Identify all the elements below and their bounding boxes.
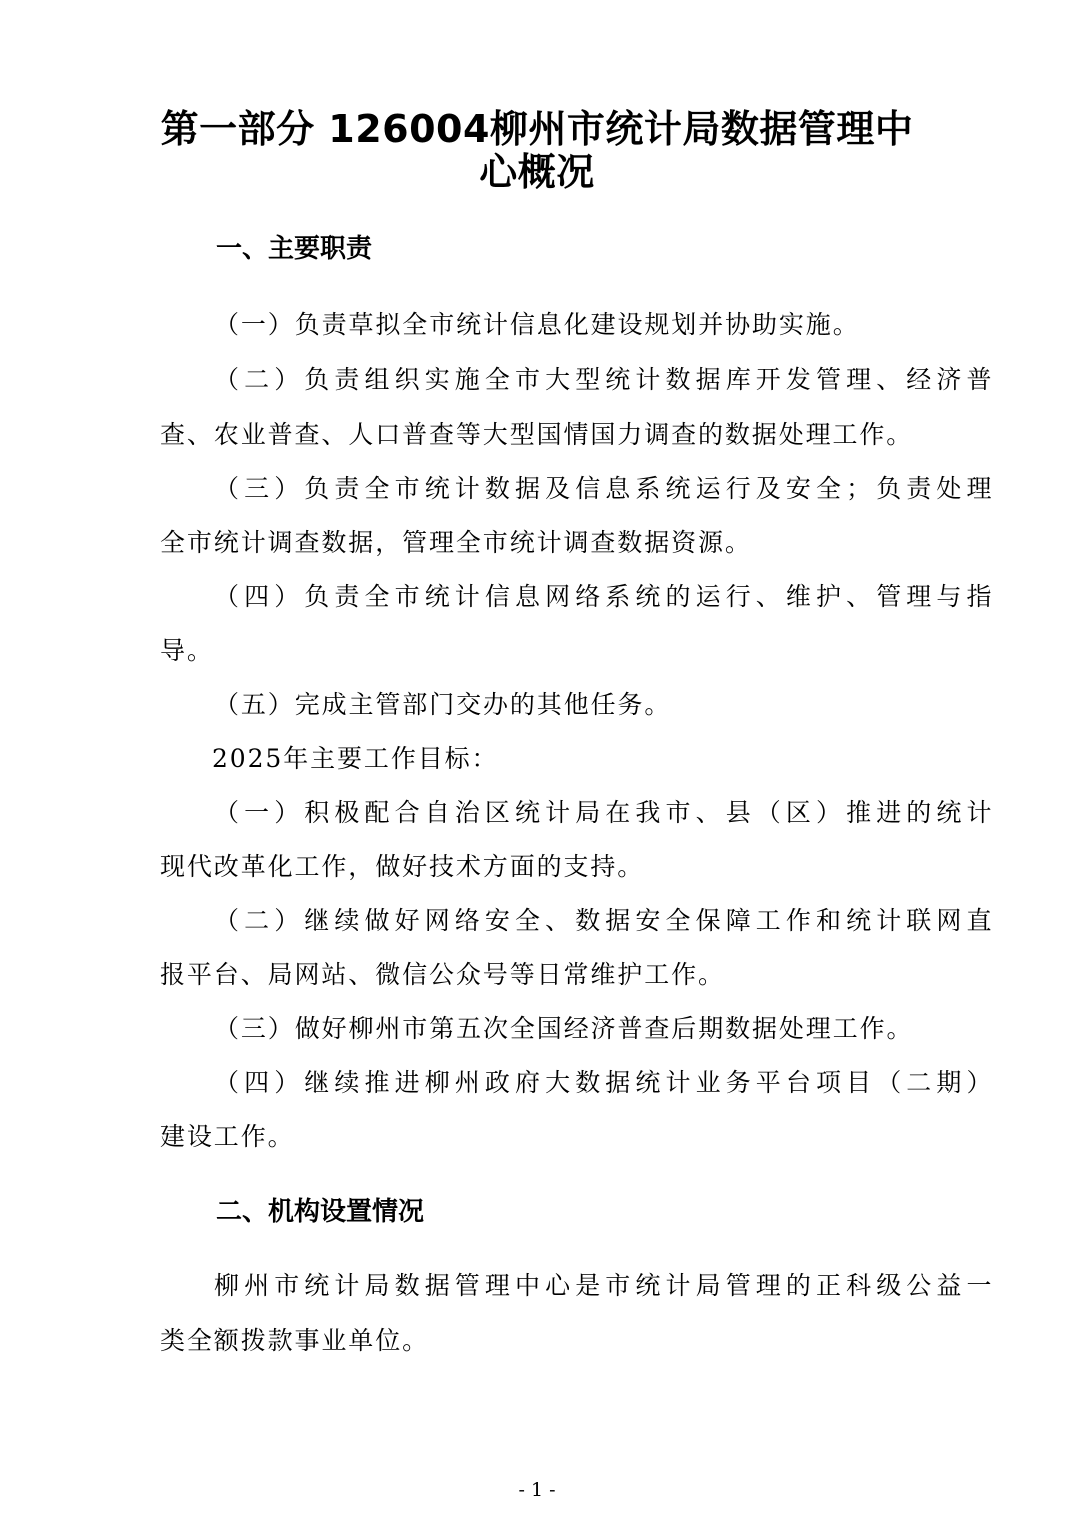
goal-item-2-line-2: 报平台、局网站、微信公众号等日常维护工作。: [160, 960, 725, 989]
duty-item-5: （五）完成主管部门交办的其他任务。: [214, 690, 672, 719]
duty-item-3-line-2: 全市统计调查数据，管理全市统计调查数据资源。: [160, 528, 752, 557]
goal-item-4-line-2: 建设工作。: [160, 1122, 295, 1151]
page-title-line-2: 心概况: [479, 150, 595, 194]
goals-label: 2025年主要工作目标：: [212, 744, 499, 773]
goal-item-4-line-1: （四）继续推进柳州政府大数据统计业务平台项目（二期）: [214, 1068, 997, 1097]
goal-item-3: （三）做好柳州市第五次全国经济普查后期数据处理工作。: [214, 1014, 914, 1043]
duty-item-4-line-1: （四）负责全市统计信息网络系统的运行、维护、管理与指: [214, 582, 997, 611]
section-heading-duties: 一、主要职责: [216, 234, 373, 264]
goal-item-1-line-2: 现代改革化工作，做好技术方面的支持。: [160, 852, 645, 881]
page-number: - 1 -: [518, 1479, 556, 1501]
goal-item-1-line-1: （一）积极配合自治区统计局在我市、县（区）推进的统计: [214, 798, 997, 827]
organization-text-line-1: 柳州市统计局数据管理中心是市统计局管理的正科级公益一: [214, 1271, 997, 1300]
goal-item-2-line-1: （二）继续做好网络安全、数据安全保障工作和统计联网直: [214, 906, 997, 935]
duty-item-4-line-2: 导。: [160, 636, 214, 665]
duty-item-1: （一）负责草拟全市统计信息化建设规划并协助实施。: [214, 310, 860, 339]
organization-text-line-2: 类全额拨款事业单位。: [160, 1326, 430, 1355]
section-heading-organization: 二、机构设置情况: [216, 1197, 425, 1227]
duty-item-3-line-1: （三）负责全市统计数据及信息系统运行及安全；负责处理: [214, 474, 997, 503]
duty-item-2-line-1: （二）负责组织实施全市大型统计数据库开发管理、经济普: [214, 365, 997, 394]
duty-item-2-line-2: 查、农业普查、人口普查等大型国情国力调查的数据处理工作。: [160, 420, 914, 449]
page-title-line-1: 第一部分 126004柳州市统计局数据管理中: [160, 107, 914, 151]
